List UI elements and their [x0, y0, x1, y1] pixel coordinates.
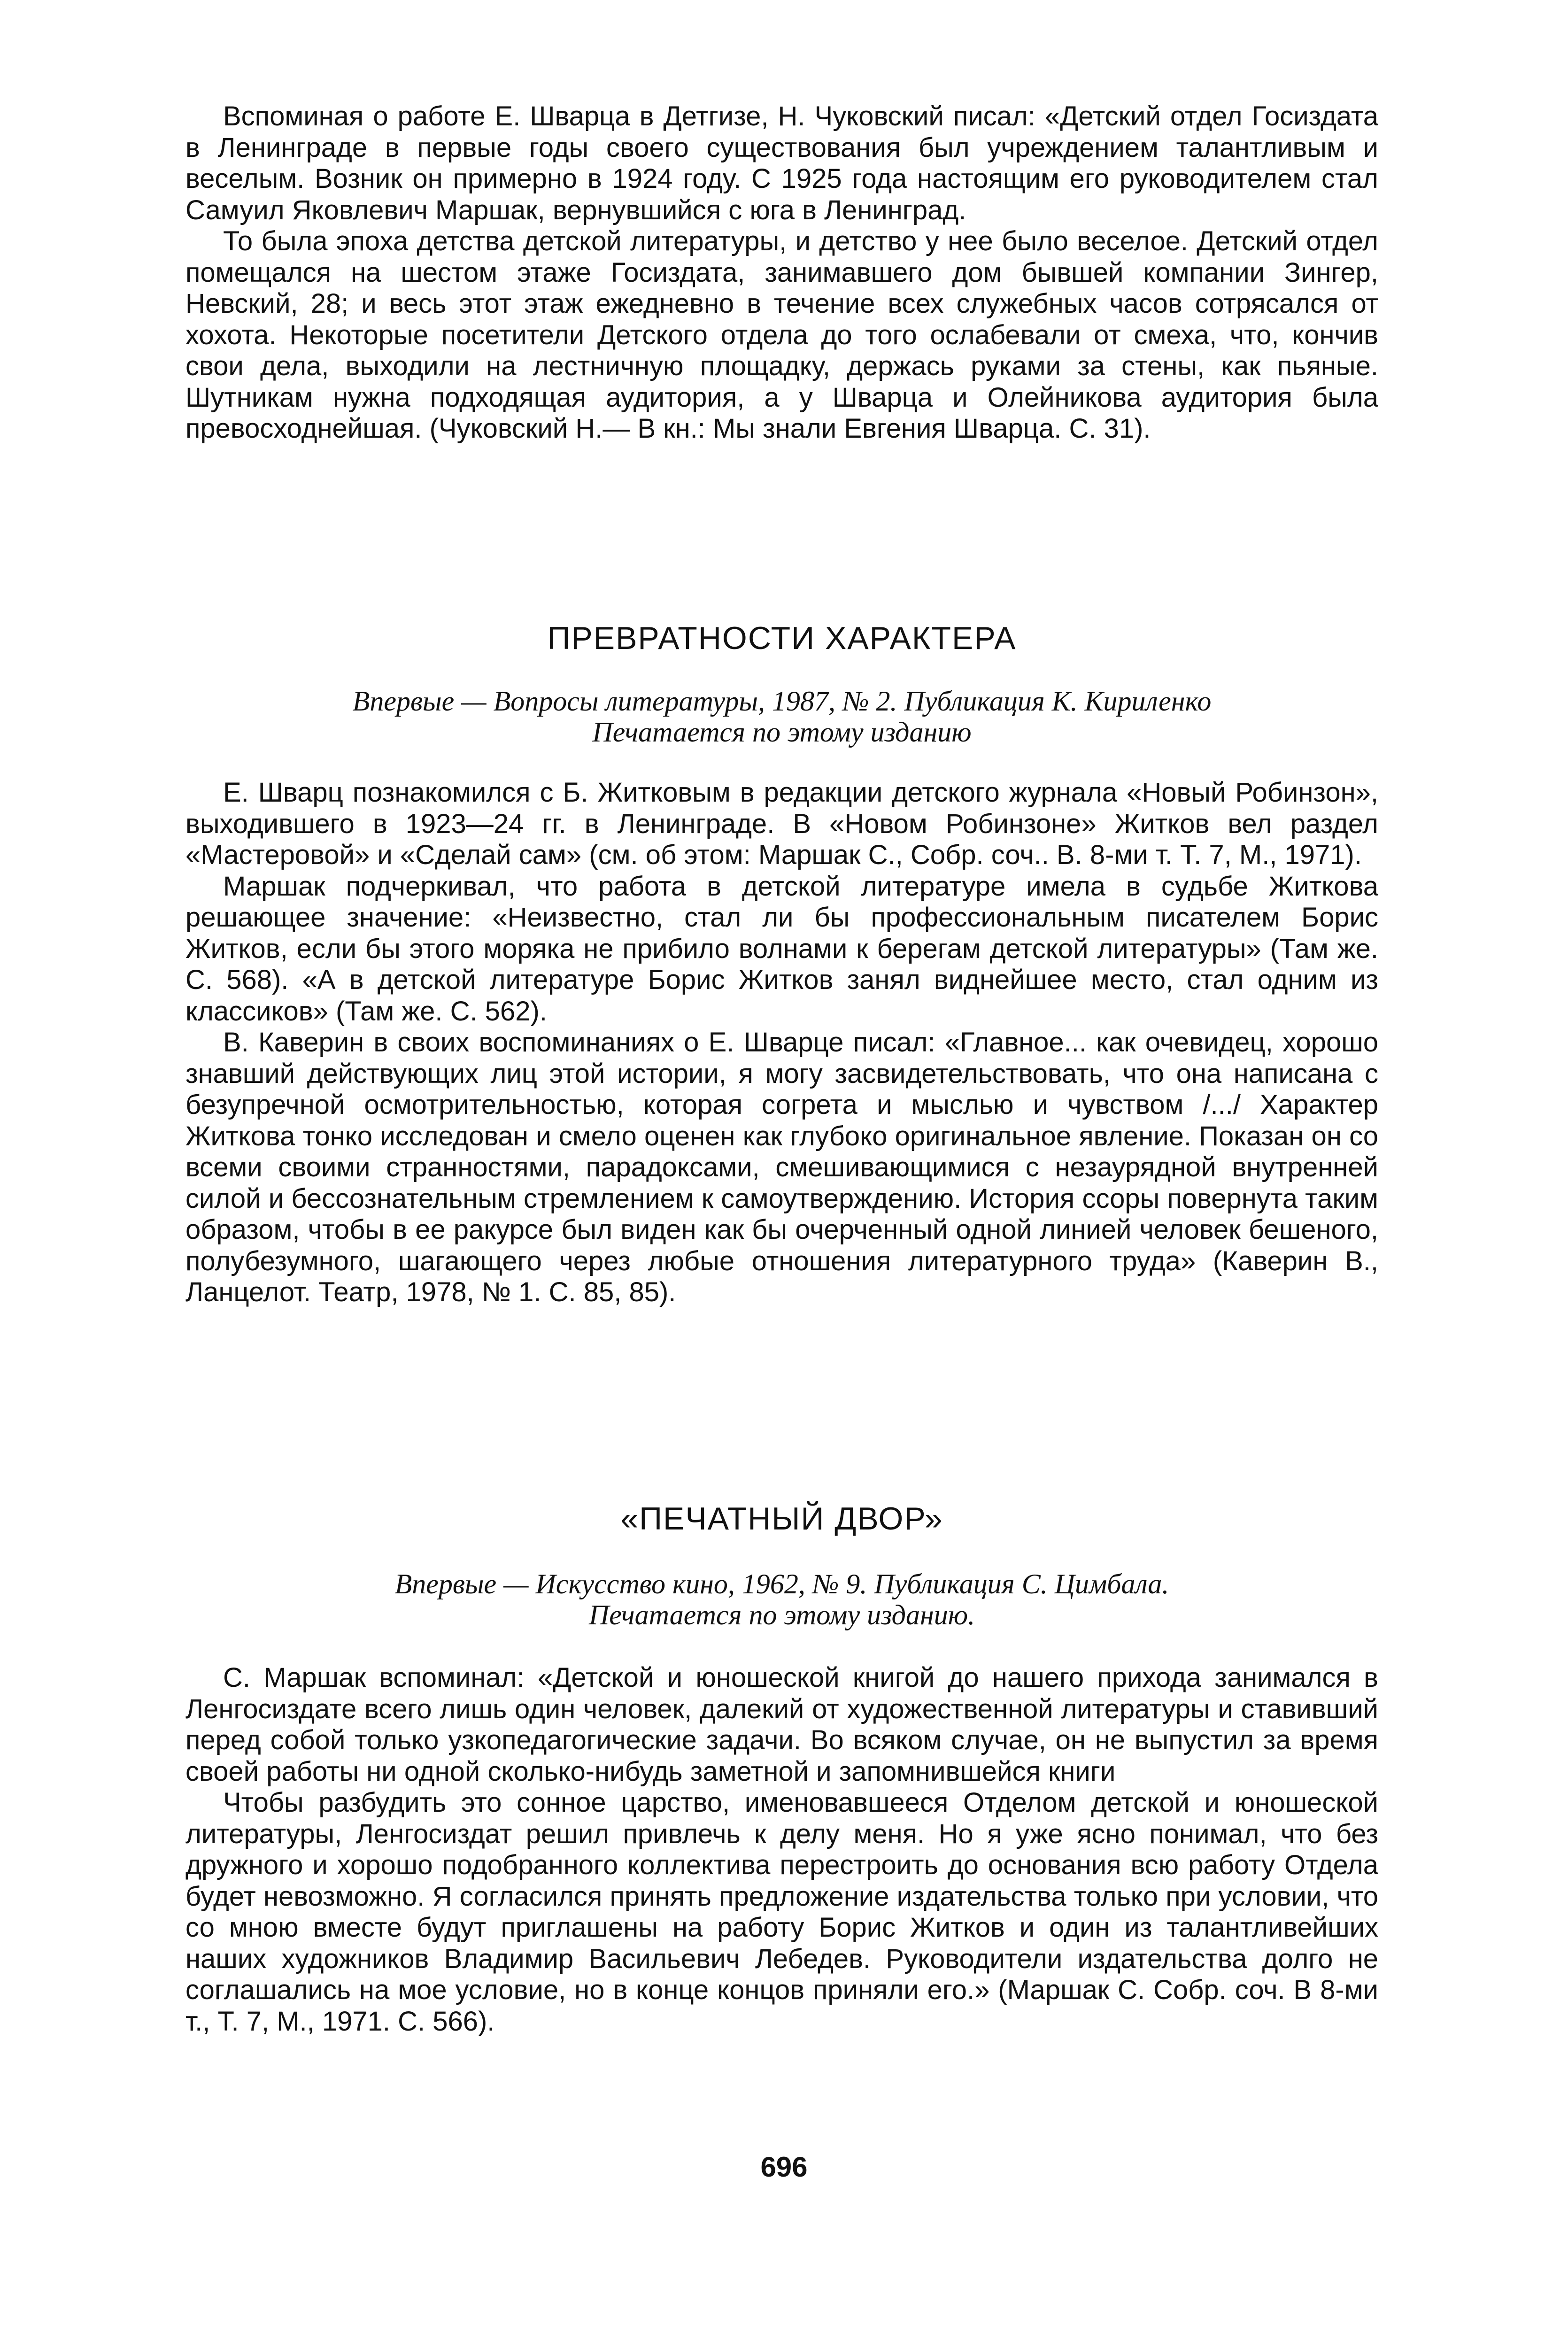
page-number: 696 [760, 2151, 808, 2183]
section-2-source-line-1: Впервые — Искусство кино, 1962, № 9. Публикация С. Цимбала. [394, 1568, 1169, 1599]
section-2-paragraph-2: Чтобы разбудить это сонное царство, именовавшееся Отделом детской и юношеской литературы, Ленгосиздат решил привлечь к делу меня. Но я уже ясно понимал, что без дружного и хорошо подобранного коллектива перестроить до основания всю работу Отдела будет невозможно. Я согласился принять предложение издательства только при условии, что со мною вместе будут приглашены на работу Борис Житков и один из талантливейших наших художников Владимир Васильевич Лебедев. Руководители издательства долго не соглашались на мое условие, но в конце концов приняли его.» (Маршак С. Собр. соч. В 8-ми т., Т. 7, М., 1971. С. 566). [185, 1787, 1378, 2037]
section-1-text [185, 777, 1378, 1308]
section-1-source-line-1: Впервые — Вопросы литературы, 1987, № 2. Публикация К. Кириленко [352, 686, 1212, 717]
section-1-source-line-2: Печатается по этому изданию [592, 717, 972, 748]
section-1-paragraph-1: Е. Шварц познакомился с Б. Житковым в редакции детского журнала «Новый Робинзон», выходившего в 1923—24 гг. в Ленинграде. В «Новом Робинзоне» Житков вел раздел «Мастеровой» и «Сделай сам» (см. об этом: Маршак С., Собр. соч.. В. 8-ми т. Т. 7, М., 1971). [185, 777, 1378, 870]
section-2-title: «ПЕЧАТНЫЙ ДВОР» [620, 1501, 943, 1537]
section-1-source [185, 686, 1378, 748]
section-2-paragraph-1: С. Маршак вспоминал: «Детской и юношеской книгой до нашего прихода занимался в Ленгосиздате всего лишь один человек, далекий от художественной литературы и ставивший перед собой только узкопедагогические задачи. Во всяком случае, он не выпустил за время своей работы ни одной сколько-нибудь заметной и запомнившейся книги [185, 1662, 1378, 1787]
section-2-text [185, 1662, 1378, 2037]
section-1-paragraph-3: В. Каверин в своих воспоминаниях о Е. Шварце писал: «Главное... как очевидец, хорошо знавший действующих лиц этой истории, я могу засвидетельствовать, что она написана с безупречной осмотрительностью, которая согрета и мыслью и чувством /.../ Характер Житкова тонко исследован и смело оценен как глубоко оригинальное явление. Показан он со всеми своими странностями, парадоксами, смешивающимися с незаурядной внутренней силой и бессознательным стремлением к самоутверждению. История ссоры повернута таким образом, чтобы в ее ракурсе был виден как бы очерченный одной линией человек бешеного, полубезумного, шагающего через любые отношения литературного труда» (Каверин В., Ланцелот. Театр, 1978, № 1. С. 85, 85). [185, 1027, 1378, 1307]
intro-paragraph-2: То была эпоха детства детской литературы, и детство у нее было веселое. Детский отдел помещался на шестом этаже Госиздата, занимавшего дом бывшей компании Зингер, Невский, 28; и весь этот этаж ежедневно в течение всех служебных часов сотрясался от хохота. Некоторые посетители Детского отдела до того ослабевали от смеха, что, кончив свои дела, выходили на лестничную площадку, держась руками за стены, как пьяные. Шутникам нужна подходящая аудитория, а у Шварца и Олейникова аудитория была превосходнейшая. (Чуковский Н.— В кн.: Мы знали Евгения Шварца. С. 31). [185, 226, 1378, 444]
section-1-paragraph-2: Маршак подчеркивал, что работа в детской литературе имела в судьбе Житкова решающее значение: «Неизвестно, стал ли бы профессиональным писателем Борис Житков, если бы этого моряка не прибило волнами к берегам детской литературы» (Там же. С. 568). «А в детской литературе Борис Житков занял виднейшее место, стал одним из классиков» (Там же. С. 562). [185, 871, 1378, 1027]
section-1-title: ПРЕВРАТНОСТИ ХАРАКТЕРА [547, 620, 1017, 656]
intro-text [185, 101, 1378, 445]
intro-paragraph-1: Вспоминая о работе Е. Шварца в Детгизе, Н. Чуковский писал: «Детский отдел Госиздата в Ленинграде в первые годы своего существования был учреждением талантливым и веселым. Возник он примерно в 1924 году. С 1925 года настоящим его руководителем стал Самуил Яковлевич Маршак, вернувшийся с юга в Ленинград. [185, 101, 1378, 225]
section-2-source [185, 1568, 1378, 1630]
section-2-source-line-2: Печатается по этому изданию. [588, 1599, 975, 1630]
